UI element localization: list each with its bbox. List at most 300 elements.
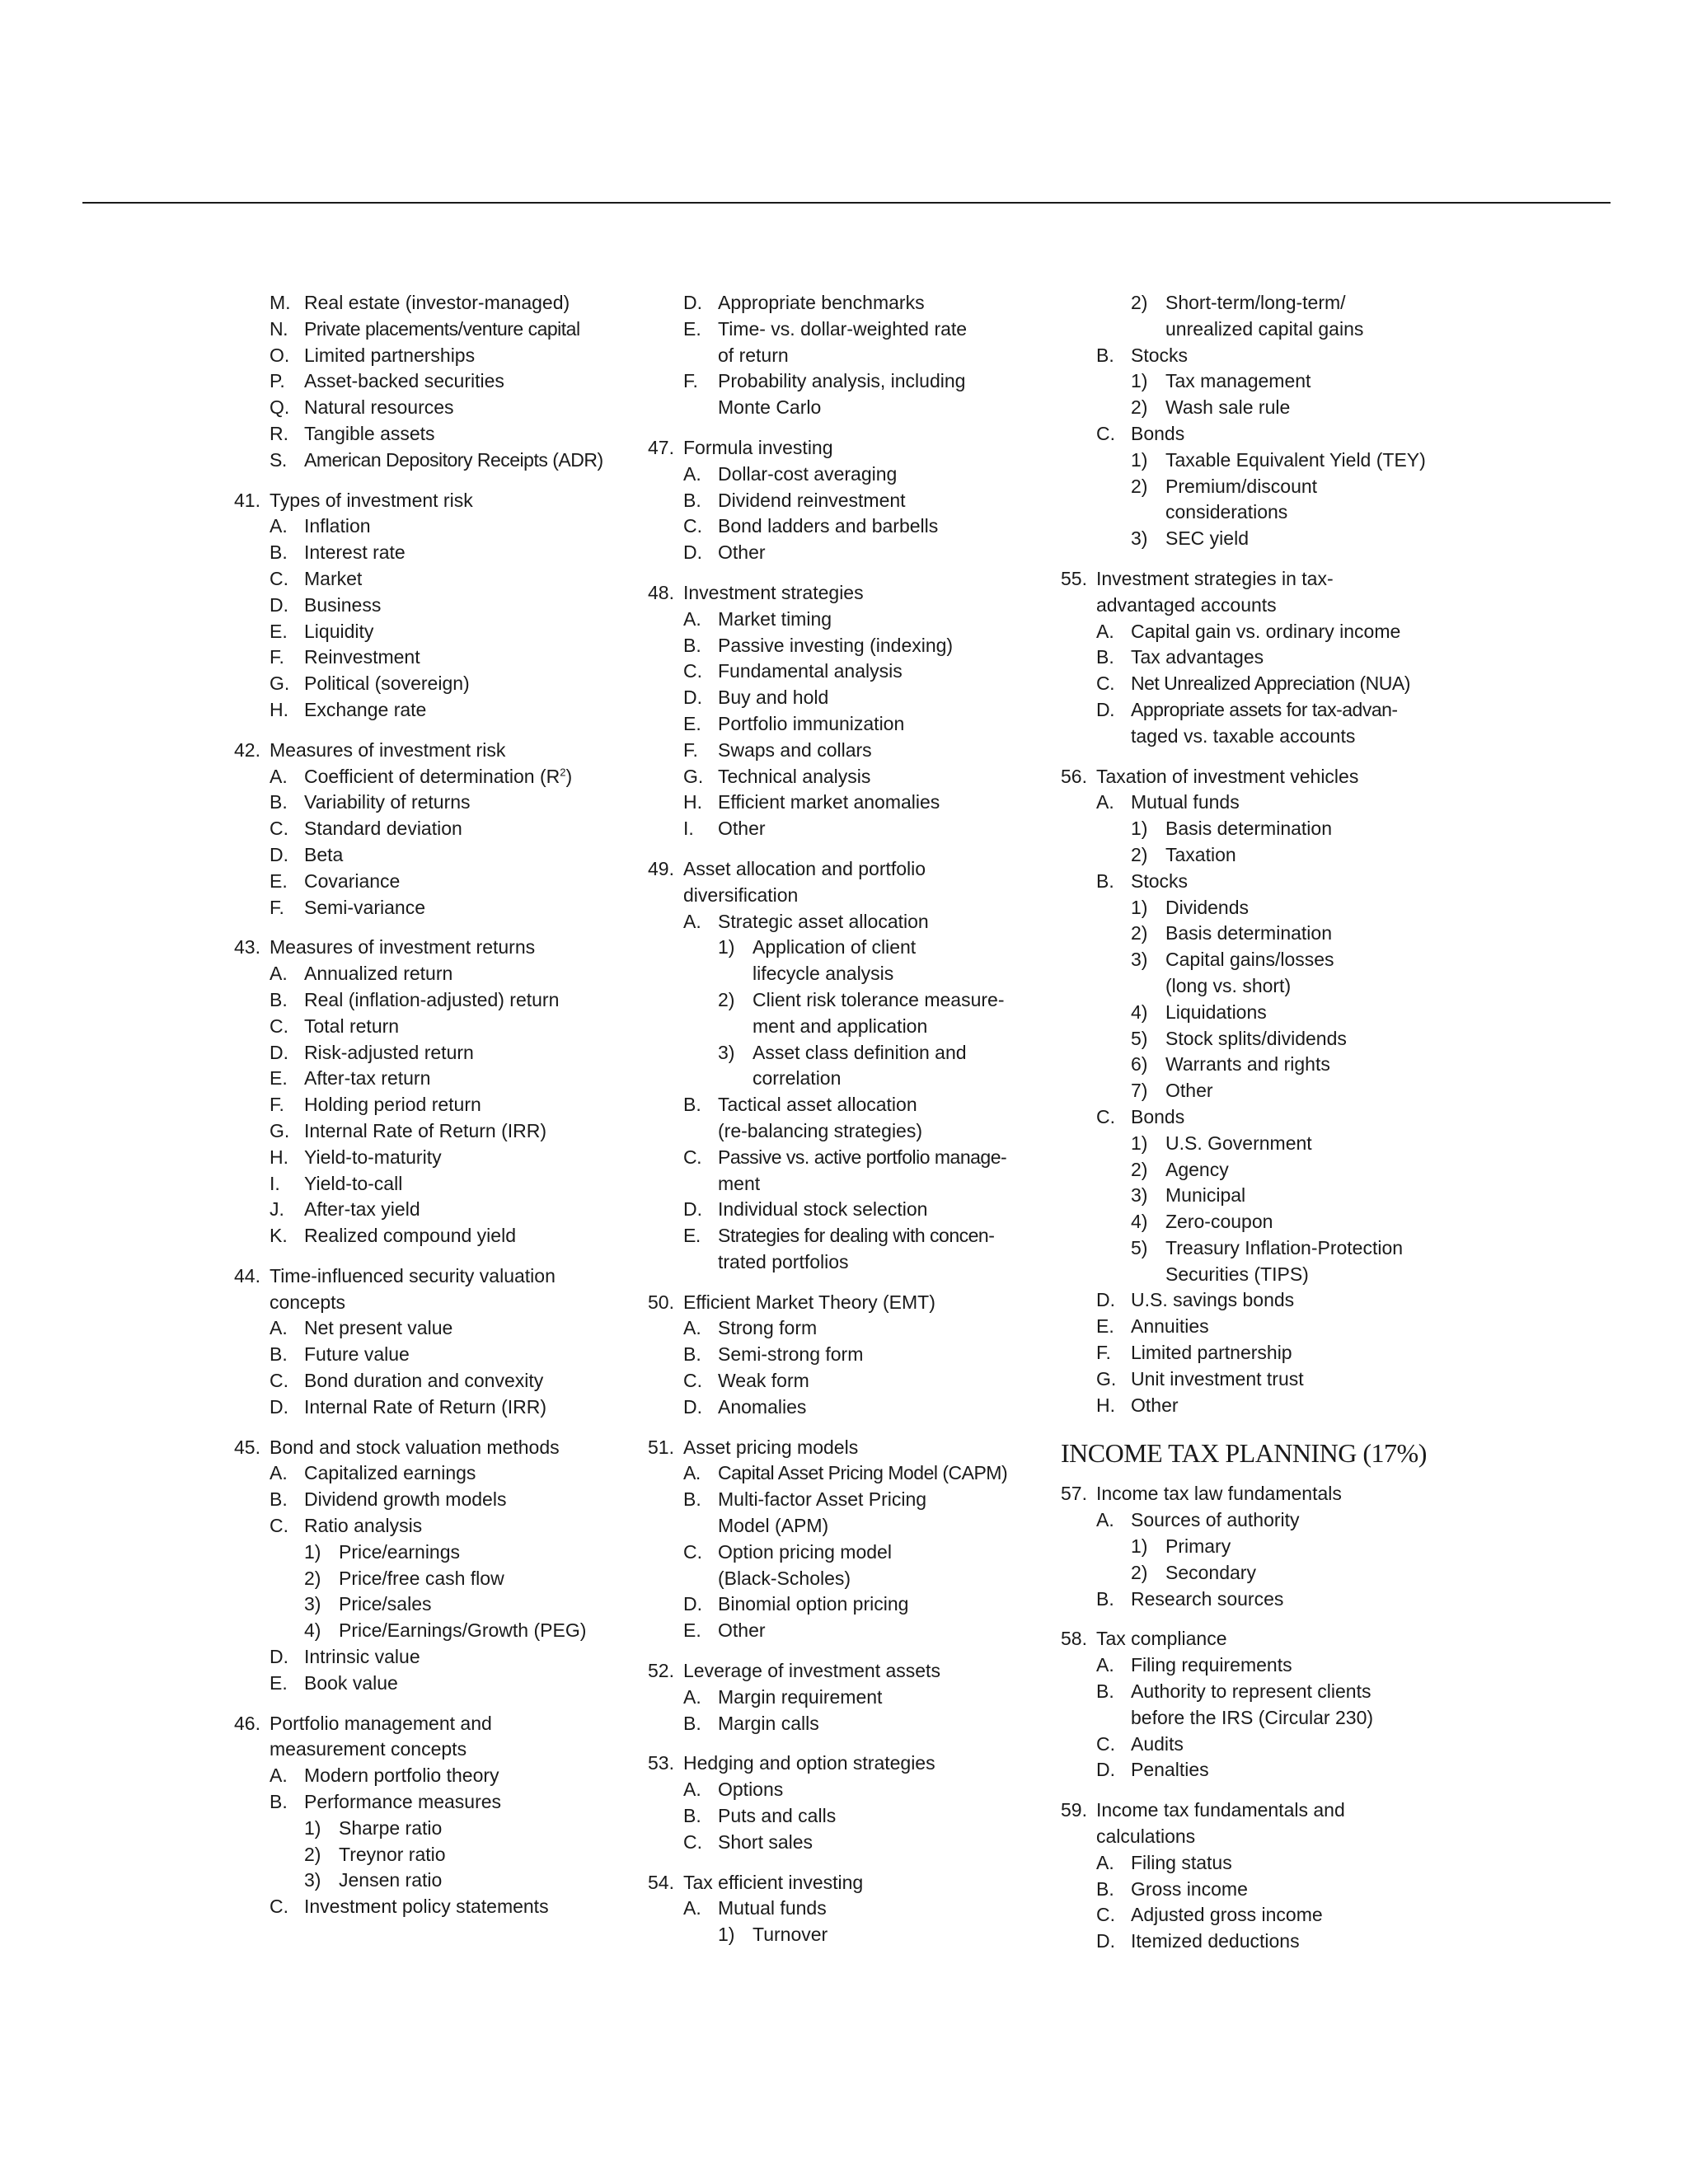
- outline-item-text: Mutual funds: [718, 1897, 827, 1919]
- topic-heading: [648, 856, 1052, 883]
- outline-item-text: taged vs. taxable accounts: [1131, 724, 1356, 747]
- outline-item-text: Options: [718, 1779, 784, 1801]
- outline-item-text: Tactical asset allocation: [718, 1094, 917, 1116]
- outline-item-number: B.: [683, 1094, 701, 1116]
- outline-item-number: B.: [1096, 1680, 1114, 1703]
- outline-item: [234, 316, 638, 343]
- topic-title: Measures of investment returns: [270, 936, 536, 958]
- outline-item-text: Filing requirements: [1131, 1654, 1292, 1676]
- topic-title: Portfolio management and: [270, 1712, 492, 1734]
- outline-item-text: Other: [1131, 1394, 1179, 1416]
- outline-item: [234, 593, 638, 619]
- outline-subitem: [648, 935, 1052, 961]
- outline-topic: [234, 290, 638, 474]
- outline-item: [234, 395, 638, 421]
- outline-topic: [234, 1711, 638, 1920]
- outline-subitem: [1061, 1534, 1473, 1560]
- outline-topic: [648, 856, 1052, 1276]
- outline-subitem-number: 1): [1131, 448, 1148, 471]
- outline-item-number: A.: [270, 515, 288, 537]
- outline-item: [1061, 1507, 1473, 1534]
- outline-subitem-text: Premium/discount: [1165, 475, 1318, 497]
- outline-item: [234, 764, 638, 790]
- outline-subitem: [1061, 1209, 1473, 1235]
- outline-item-number: J.: [270, 1198, 284, 1221]
- outline-subitem-number: 2): [718, 988, 735, 1010]
- topic-number: 49.: [648, 857, 674, 879]
- outline-item-text: Binomial option pricing: [718, 1593, 909, 1615]
- outline-item: [234, 1197, 638, 1223]
- outline-item-text: Authority to represent clients: [1131, 1680, 1372, 1703]
- outline-item-number: B.: [683, 1488, 701, 1511]
- topic-title: Investment strategies: [683, 581, 864, 603]
- outline-subitem-number: 2): [1131, 1561, 1148, 1583]
- outline-item-number: I.: [683, 818, 694, 840]
- outline-item-number: C.: [683, 515, 702, 537]
- outline-item: [1061, 1393, 1473, 1419]
- outline-item-text: Individual stock selection: [718, 1198, 928, 1221]
- outline-item-number: D.: [683, 687, 702, 709]
- outline-subitem-text: Price/Earnings/Growth (PEG): [339, 1619, 587, 1642]
- outline-item-number: S.: [270, 448, 287, 471]
- outline-item-number: C.: [270, 1015, 288, 1037]
- outline-subitem-number: 4): [304, 1619, 321, 1642]
- outline-item-number: C.: [683, 1540, 702, 1563]
- outline-topic: [648, 1435, 1052, 1644]
- topic-title: Efficient Market Theory (EMT): [683, 1291, 935, 1313]
- topic-number: 52.: [648, 1660, 674, 1682]
- outline-item-number: C.: [1096, 1732, 1115, 1755]
- topic-title: Leverage of investment assets: [683, 1660, 940, 1682]
- outline-subitem: [1061, 947, 1473, 973]
- topic-heading: [648, 1435, 1052, 1461]
- outline-item-number: F.: [270, 1094, 284, 1116]
- outline-subitem-text: Jensen ratio: [339, 1869, 443, 1891]
- outline-item-text: Semi-strong form: [718, 1343, 864, 1366]
- outline-item: [648, 1803, 1052, 1830]
- outline-item-continued: [648, 1171, 1052, 1197]
- outline-item-number: B.: [1096, 1587, 1114, 1610]
- outline-subitem-continued: [648, 1014, 1052, 1040]
- topic-title: Tax compliance: [1096, 1628, 1227, 1650]
- outline-item: [1061, 1902, 1473, 1929]
- outline-subitem-continued: [1061, 1262, 1473, 1288]
- outline-item-text: Limited partnerships: [304, 344, 476, 366]
- outline-topic: [1061, 764, 1473, 1419]
- outline-item: [234, 671, 638, 697]
- outline-item-text: Beta: [304, 843, 344, 865]
- outline-item-text: Yield-to-call: [304, 1172, 403, 1194]
- outline-item-number: A.: [1096, 1851, 1114, 1873]
- outline-subitem-text: Tax management: [1165, 370, 1311, 392]
- outline-item: [648, 633, 1052, 659]
- outline-topic: [648, 1870, 1052, 1948]
- outline-item: [1061, 619, 1473, 645]
- outline-item-number: N.: [270, 317, 288, 340]
- outline-item: [234, 1460, 638, 1487]
- outline-item-text: Internal Rate of Return (IRR): [304, 1395, 547, 1418]
- outline-subitem-continued: [648, 961, 1052, 987]
- topic-title: Taxation of investment vehicles: [1096, 765, 1359, 787]
- outline-topic: [1061, 290, 1473, 552]
- outline-item: [234, 1763, 638, 1789]
- outline-subitem-text: ment and application: [753, 1015, 928, 1037]
- outline-subitem-number: 1): [304, 1816, 321, 1839]
- outline-item-number: A.: [270, 765, 288, 787]
- outline-item-number: E.: [683, 317, 701, 340]
- section-heading: INCOME TAX PLANNING (17%): [1061, 1438, 1427, 1469]
- outline-item: [648, 1540, 1052, 1566]
- outline-subitem-number: 2): [304, 1843, 321, 1865]
- outline-item-number: C.: [270, 1370, 288, 1392]
- outline-item: [234, 1487, 638, 1513]
- outline-item-number: D.: [1096, 1759, 1115, 1781]
- outline-item-text: Real (inflation-adjusted) return: [304, 988, 560, 1010]
- outline-subitem-number: 3): [304, 1869, 321, 1891]
- outline-item-text: Stocks: [1131, 344, 1189, 366]
- outline-item-number: A.: [1096, 620, 1114, 642]
- outline-subitem: [1061, 1131, 1473, 1157]
- outline-item-number: F.: [1096, 1342, 1111, 1364]
- outline-item-text: Book value: [304, 1671, 398, 1694]
- outline-item-number: C.: [270, 818, 288, 840]
- outline-item: [648, 1777, 1052, 1803]
- outline-item: [648, 316, 1052, 343]
- outline-item-number: Q.: [270, 396, 290, 419]
- outline-item: [648, 790, 1052, 816]
- topic-title: calculations: [1096, 1825, 1196, 1848]
- outline-item-continued: [648, 1118, 1052, 1145]
- outline-topic: [1061, 566, 1473, 750]
- outline-column-3: [1061, 290, 1473, 1955]
- outline-item-text: Political (sovereign): [304, 673, 470, 695]
- outline-item: [234, 1789, 638, 1816]
- outline-item-text: trated portfolios: [718, 1250, 849, 1272]
- outline-item: [648, 1591, 1052, 1618]
- outline-item-text: Capitalized earnings: [304, 1462, 476, 1484]
- outline-item-text: Market: [304, 567, 363, 589]
- outline-item: [234, 1066, 638, 1092]
- outline-item: [234, 644, 638, 671]
- outline-item-number: P.: [270, 370, 285, 392]
- outline-subitem-text: Zero-coupon: [1165, 1211, 1273, 1233]
- outline-item-number: C.: [683, 660, 702, 682]
- topic-number: 56.: [1061, 765, 1087, 787]
- outline-item-text: Modern portfolio theory: [304, 1765, 499, 1787]
- outline-subitem-text: unrealized capital gains: [1165, 317, 1364, 340]
- outline-item-text: Adjusted gross income: [1131, 1904, 1323, 1926]
- outline-item-number: A.: [270, 1765, 288, 1787]
- outline-item-text: Anomalies: [718, 1395, 807, 1418]
- outline-subitem-number: 6): [1131, 1053, 1148, 1076]
- outline-subitem-continued: [1061, 316, 1473, 343]
- outline-item: [1061, 1287, 1473, 1314]
- outline-item: [234, 697, 638, 724]
- outline-subitem-number: 2): [304, 1567, 321, 1589]
- outline-subitem-number: 3): [718, 1041, 735, 1063]
- topic-number: 45.: [234, 1436, 260, 1458]
- outline-item-text: Semi-variance: [304, 896, 425, 918]
- outline-item-text: Capital gain vs. ordinary income: [1131, 620, 1401, 642]
- outline-item: [648, 1830, 1052, 1856]
- topic-heading-continued: [234, 1290, 638, 1316]
- outline-subitem: [234, 1842, 638, 1868]
- outline-item-text: Appropriate assets for tax-advan-: [1131, 698, 1398, 720]
- topic-title: Asset pricing models: [683, 1436, 859, 1458]
- outline-item-text: (Black-Scholes): [718, 1567, 851, 1589]
- outline-item-text: Puts and calls: [718, 1805, 837, 1827]
- outline-item: [1061, 869, 1473, 895]
- outline-item-number: G.: [270, 1119, 290, 1141]
- topic-number: 43.: [234, 936, 260, 958]
- outline-item: [234, 1040, 638, 1066]
- outline-item: [648, 607, 1052, 633]
- outline-subitem-text: Sharpe ratio: [339, 1816, 443, 1839]
- outline-item-text: U.S. savings bonds: [1131, 1289, 1295, 1311]
- outline-item: [648, 738, 1052, 764]
- outline-item-text: Covariance: [304, 869, 401, 892]
- outline-item: [648, 1092, 1052, 1118]
- outline-item: [234, 1394, 638, 1421]
- outline-topic: [648, 1290, 1052, 1421]
- outline-item: [1061, 1877, 1473, 1903]
- topic-heading-continued: [1061, 593, 1473, 619]
- outline-item-text: Multi-factor Asset Pricing: [718, 1488, 927, 1511]
- outline-item: [648, 1394, 1052, 1421]
- outline-item: [234, 513, 638, 540]
- outline-item-text: Dollar-cost averaging: [718, 462, 898, 485]
- outline-item: [1061, 644, 1473, 671]
- outline-subitem-text: Taxable Equivalent Yield (TEY): [1165, 448, 1426, 471]
- outline-subitem-text: Municipal: [1165, 1184, 1246, 1207]
- topic-heading: [648, 1658, 1052, 1685]
- outline-item-number: B.: [270, 1488, 288, 1511]
- outline-item: [648, 1685, 1052, 1711]
- topic-heading: [648, 580, 1052, 607]
- outline-item-text: Efficient market anomalies: [718, 791, 940, 813]
- topic-number: 59.: [1061, 1799, 1087, 1821]
- outline-item: [234, 1118, 638, 1145]
- outline-subitem-text: (long vs. short): [1165, 974, 1292, 996]
- outline-subitem: [1061, 526, 1473, 552]
- outline-item: [234, 1223, 638, 1249]
- topic-title: Formula investing: [683, 436, 833, 458]
- outline-subitem-text: Price/sales: [339, 1593, 432, 1615]
- outline-item-continued: [1061, 724, 1473, 750]
- outline-item-continued: [1061, 1705, 1473, 1732]
- outline-item-text: of return: [718, 344, 789, 366]
- outline-item-number: C.: [270, 1896, 288, 1918]
- outline-subitem-continued: [648, 1066, 1052, 1092]
- outline-item: [648, 290, 1052, 316]
- outline-item: [234, 1171, 638, 1197]
- outline-topic: [648, 580, 1052, 842]
- outline-topic: [234, 738, 638, 921]
- outline-item-text: Tax advantages: [1131, 646, 1264, 668]
- outline-item-number: B.: [270, 988, 288, 1010]
- outline-item-text: Passive investing (indexing): [718, 634, 954, 656]
- outline-item-text: Other: [718, 1619, 766, 1642]
- outline-item-text: Annualized return: [304, 963, 453, 985]
- topic-number: 46.: [234, 1712, 260, 1734]
- outline-item: [648, 764, 1052, 790]
- outline-item-text: Asset-backed securities: [304, 370, 504, 392]
- outline-item: [234, 790, 638, 816]
- outline-item: [648, 1711, 1052, 1737]
- outline-item: [648, 540, 1052, 566]
- outline-item-text: Real estate (investor-managed): [304, 292, 570, 313]
- outline-item: [648, 685, 1052, 711]
- outline-subitem: [1061, 842, 1473, 869]
- outline-subitem-number: 1): [1131, 1132, 1148, 1154]
- outline-subitem-number: 3): [1131, 949, 1148, 971]
- outline-item-text: Liquidity: [304, 620, 374, 642]
- outline-subitem: [234, 1566, 638, 1592]
- outline-item: [648, 909, 1052, 935]
- topic-heading: [234, 488, 638, 514]
- outline-topic: [648, 1658, 1052, 1736]
- outline-subitem-number: 3): [304, 1593, 321, 1615]
- outline-subitem-text: Secondary: [1165, 1561, 1256, 1583]
- outline-subitem-text: Liquidations: [1165, 1001, 1267, 1023]
- superscript: 2: [560, 765, 566, 778]
- outline-item-number: D.: [683, 1395, 702, 1418]
- outline-item-number: F.: [683, 738, 698, 761]
- topic-title: diversification: [683, 883, 799, 906]
- outline-item-number: O.: [270, 344, 290, 366]
- outline-item: [234, 566, 638, 593]
- outline-subitem-number: 2): [1131, 396, 1148, 419]
- outline-item: [234, 1894, 638, 1920]
- outline-item: [1061, 1366, 1473, 1393]
- outline-item-number: E.: [683, 712, 701, 734]
- outline-item: [234, 816, 638, 842]
- outline-item-text: Variability of returns: [304, 791, 471, 813]
- outline-item-text: Net present value: [304, 1317, 453, 1339]
- outline-item-number: A.: [683, 1462, 701, 1484]
- outline-subitem-text: Treynor ratio: [339, 1843, 446, 1865]
- outline-item-text: Mutual funds: [1131, 791, 1240, 813]
- outline-item-text: Time- vs. dollar-weighted rate: [718, 317, 968, 340]
- outline-item-number: A.: [683, 462, 701, 485]
- topic-title: Bond and stock valuation methods: [270, 1436, 560, 1458]
- outline-subitem-text: Securities (TIPS): [1165, 1263, 1309, 1285]
- outline-item-number: G.: [270, 673, 290, 695]
- outline-item-text: Dividend growth models: [304, 1488, 507, 1511]
- outline-item-text: Other: [718, 541, 766, 564]
- outline-subitem-text: correlation: [753, 1067, 842, 1090]
- outline-item-text: Option pricing model: [718, 1540, 892, 1563]
- outline-item: [234, 869, 638, 895]
- outline-item-text: Stocks: [1131, 869, 1189, 892]
- outline-item: [1061, 1340, 1473, 1366]
- outline-item: [234, 1368, 638, 1394]
- outline-item-text-after: ): [565, 765, 573, 787]
- outline-item: [1061, 1757, 1473, 1783]
- outline-item-text: Filing status: [1131, 1851, 1232, 1873]
- outline-subitem: [648, 1922, 1052, 1948]
- outline-item-number: R.: [270, 422, 288, 444]
- topic-title: Asset allocation and portfolio: [683, 857, 926, 879]
- outline-item: [234, 368, 638, 395]
- outline-item-number: C.: [683, 1830, 702, 1853]
- outline-subitem-text: Stock splits/dividends: [1165, 1027, 1347, 1049]
- topic-title: Income tax law fundamentals: [1096, 1483, 1342, 1505]
- outline-item-number: D.: [683, 541, 702, 564]
- outline-subitem-text: Application of client: [753, 936, 917, 958]
- outline-item: [1061, 1850, 1473, 1877]
- outline-subitem: [234, 1618, 638, 1644]
- outline-item-number: D.: [270, 1646, 288, 1668]
- outline-item-number: F.: [270, 896, 284, 918]
- outline-subitem-number: 2): [1131, 292, 1148, 313]
- outline-item: [648, 1896, 1052, 1922]
- outline-item: [648, 513, 1052, 540]
- outline-item-number: A.: [1096, 1509, 1114, 1531]
- outline-item-text: Gross income: [1131, 1877, 1248, 1900]
- outline-item-number: C.: [270, 567, 288, 589]
- topic-number: 42.: [234, 738, 260, 761]
- outline-subitem: [1061, 1157, 1473, 1183]
- outline-subitem: [648, 1040, 1052, 1066]
- outline-item-number: A.: [683, 1897, 701, 1919]
- outline-subitem: [1061, 1235, 1473, 1262]
- outline-item-text: Realized compound yield: [304, 1225, 516, 1247]
- outline-column-2: [648, 290, 1052, 1948]
- outline-item-text: (re-balancing strategies): [718, 1119, 923, 1141]
- outline-item-text: Bonds: [1131, 422, 1185, 444]
- outline-subitem: [1061, 395, 1473, 421]
- outline-item-number: D.: [270, 843, 288, 865]
- outline-subitem-number: 5): [1131, 1236, 1148, 1258]
- outline-item: [234, 1644, 638, 1671]
- outline-item-text: Probability analysis, including: [718, 370, 966, 392]
- outline-item-number: D.: [1096, 698, 1114, 720]
- outline-item-text: Inflation: [304, 515, 371, 537]
- outline-item-number: C.: [1096, 422, 1115, 444]
- topic-heading: [234, 1435, 638, 1461]
- outline-topic: [234, 1263, 638, 1421]
- outline-item-number: E.: [270, 869, 288, 892]
- outline-item-text: American Depository Receipts (ADR): [304, 448, 603, 471]
- topic-title: Tax efficient investing: [683, 1871, 864, 1893]
- outline-item-text: Limited partnership: [1131, 1342, 1292, 1364]
- outline-item-text: Itemized deductions: [1131, 1930, 1300, 1952]
- outline-topic: [648, 290, 1052, 421]
- outline-item: [648, 1460, 1052, 1487]
- topic-number: 47.: [648, 436, 674, 458]
- outline-subitem: [1061, 816, 1473, 842]
- outline-item: [234, 343, 638, 369]
- outline-item: [1061, 1732, 1473, 1758]
- outline-subitem: [1061, 1052, 1473, 1078]
- outline-item-number: B.: [683, 1805, 701, 1827]
- outline-topic: [234, 1435, 638, 1697]
- outline-item: [234, 448, 638, 474]
- topic-heading: [234, 738, 638, 764]
- outline-item: [648, 1618, 1052, 1644]
- topic-heading: [648, 435, 1052, 462]
- outline-subitem-text: Agency: [1165, 1158, 1229, 1180]
- outline-item-number: H.: [683, 791, 702, 813]
- outline-item-text: Net Unrealized Appreciation (NUA): [1131, 673, 1410, 695]
- outline-item: [234, 1092, 638, 1118]
- outline-item-number: K.: [270, 1225, 288, 1247]
- outline-item-text: Unit investment trust: [1131, 1367, 1304, 1390]
- outline-item-number: A.: [683, 910, 701, 932]
- outline-item-text: Total return: [304, 1015, 400, 1037]
- outline-subitem: [1061, 448, 1473, 474]
